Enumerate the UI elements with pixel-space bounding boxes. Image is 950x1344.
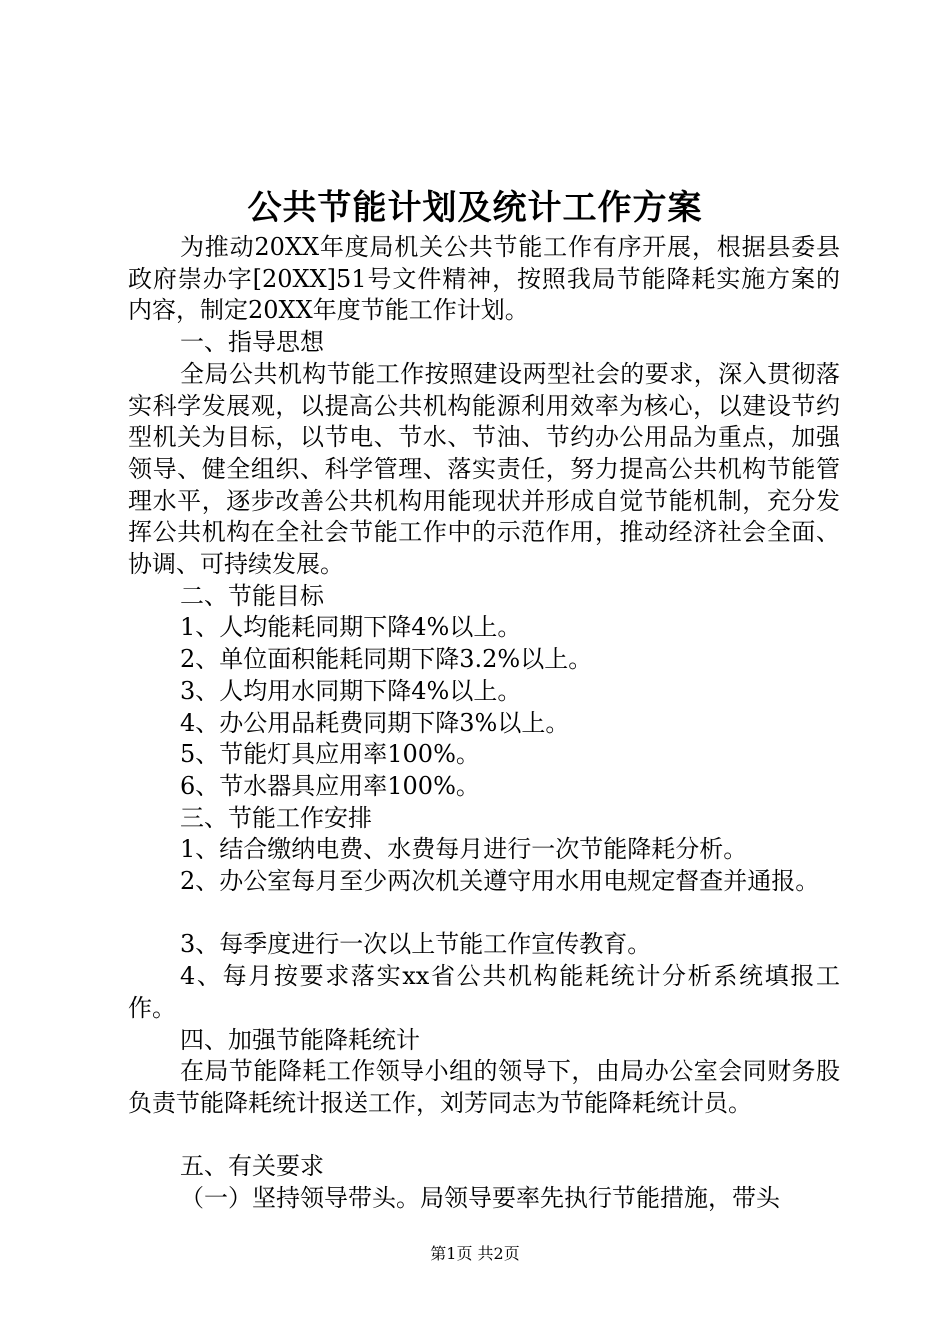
section-heading-energy-targets: 二、节能目标 <box>180 581 324 610</box>
document-title: 公共节能计划及统计工作方案 <box>247 188 703 228</box>
target-item: 6、节水器具应用率100%。 <box>180 771 480 800</box>
arrangement-item: 3、每季度进行一次以上节能工作宣传教育。 <box>180 930 652 959</box>
section-heading-guiding-ideology: 一、指导思想 <box>180 328 324 357</box>
target-item: 4、办公用品耗费同期下降3%以上。 <box>180 708 570 737</box>
target-item: 3、人均用水同期下降4%以上。 <box>180 676 522 705</box>
section-heading-statistics: 四、加强节能降耗统计 <box>180 1025 420 1054</box>
target-item: 1、人均能耗同期下降4%以上。 <box>180 613 522 642</box>
target-item: 2、单位面积能耗同期下降3.2%以上。 <box>180 645 593 674</box>
page-footer: 第1页 共2页 <box>430 1244 520 1263</box>
arrangement-item: 4、每月按要求落实xx省公共机构能耗统计分析系统填报工作。 <box>128 962 840 1022</box>
intro-paragraph: 为推动20XX年度局机关公共节能工作有序开展，根据县委县政府崇办字[20XX]51号文件精神，按照我局节能降耗实施方案的内容，制定20XX年度节能工作计划。 <box>128 233 840 325</box>
requirement-item: （一）坚持领导带头。局领导要率先执行节能措施，带头 <box>180 1184 780 1213</box>
guiding-ideology-paragraph: 全局公共机构节能工作按照建设两型社会的要求，深入贯彻落实科学发展观，以提高公共机构能源利用效率为核心，以建设节约型机关为目标，以节电、节水、节油、节约办公用品为重点，加强领导、健全组织、科学管理、落实责任，努力提高公共机构节能管理水平，逐步改善公共机构用能现状并形成自觉节能机制，充分发挥公共机构在全社会节能工作中的示范作用，推动经济社会全面、协调、可持续发展。 <box>128 359 840 579</box>
target-item: 5、节能灯具应用率100%。 <box>180 740 480 769</box>
document-body <box>128 232 840 1215</box>
section-heading-requirements: 五、有关要求 <box>180 1152 324 1181</box>
statistics-paragraph: 在局节能降耗工作领导小组的领导下，由局办公室会同财务股负责节能降耗统计报送工作，刘芳同志为节能降耗统计员。 <box>128 1057 840 1117</box>
arrangement-item: 1、结合缴纳电费、水费每月进行一次节能降耗分析。 <box>180 835 748 864</box>
arrangement-item: 2、办公室每月至少两次机关遵守用水用电规定督查并通报。 <box>180 867 820 896</box>
section-heading-work-arrangement: 三、节能工作安排 <box>180 803 372 832</box>
